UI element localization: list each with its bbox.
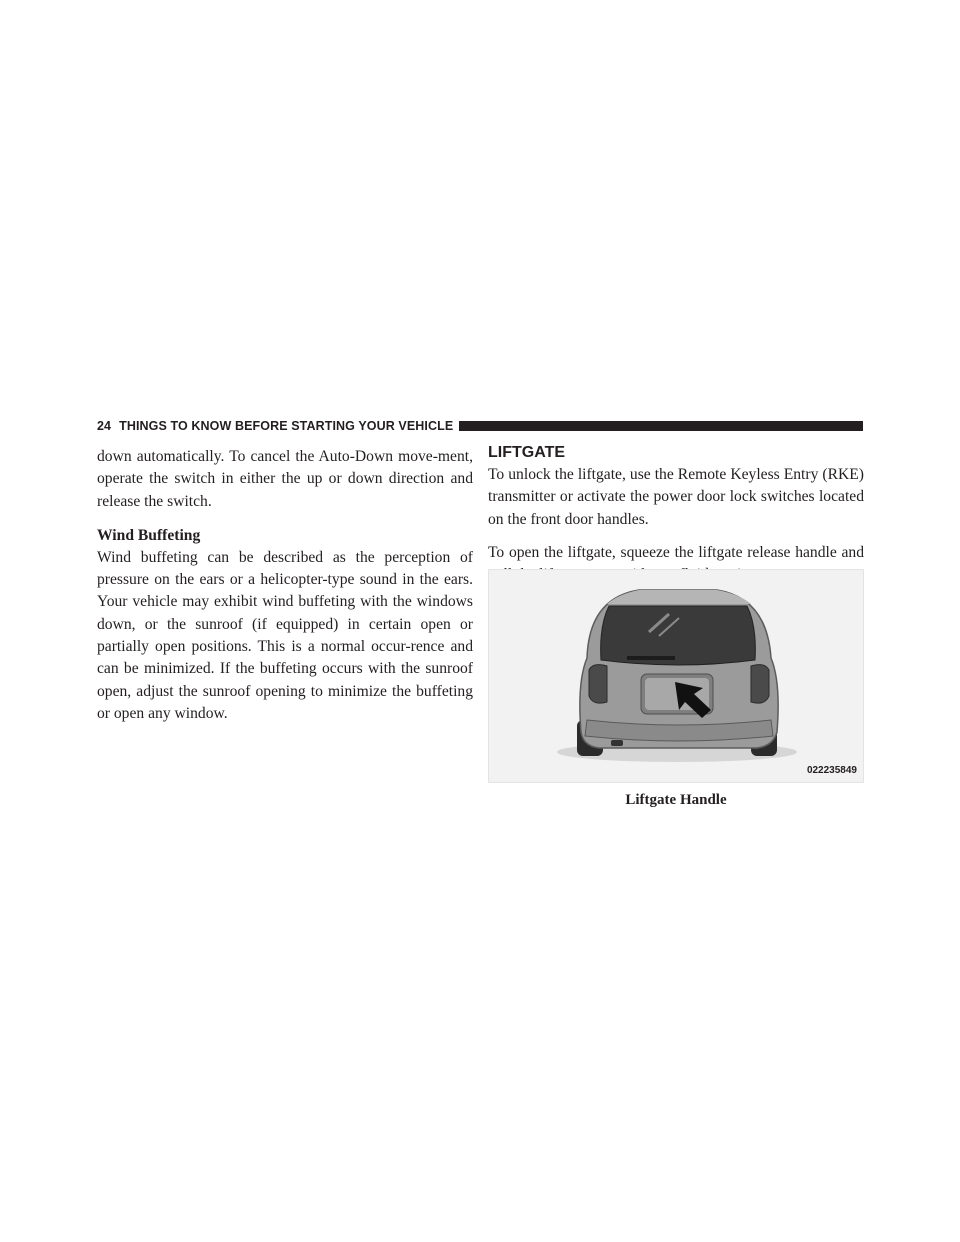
wind-buffeting-heading: Wind Buffeting — [97, 526, 201, 544]
figure-caption: Liftgate Handle — [625, 792, 727, 808]
right-column — [488, 446, 864, 586]
liftgate-paragraph-open: To open the liftgate, squeeze the liftgate release handle and — [488, 543, 864, 561]
intro-paragraph: down automatically. To cancel the Auto-Down move-ment, operate the switch in either the up or down direction and release the switch. — [97, 448, 473, 510]
car-rear-illustration — [489, 570, 864, 783]
liftgate-figure — [488, 569, 864, 783]
header-rule — [459, 421, 863, 431]
wind-buffeting-paragraph: Wind buffeting can be described as the perception of pressure on the ears or a helicopter-type sound in the ears. Your vehicle may exhibit wind buffeting with the windows down, or the sunroof (if equipped) in certain open or partially open positions. This is a normal occur-rence and can be minimized. If the buffeting occurs with the sunroof open, adjust the sunroof opening to minimize the buffeting or open any window. — [97, 548, 473, 722]
section-title: THINGS TO KNOW BEFORE STARTING YOUR VEHICLE — [119, 419, 454, 433]
page-number: 24 — [97, 419, 112, 433]
liftgate-paragraph-unlock: To unlock the liftgate, use the Remote Keyless Entry (RKE) transmitter or activate the power door lock switches located on the front door handles. — [488, 466, 864, 528]
left-column — [97, 446, 473, 725]
liftgate-heading: LIFTGATE — [488, 444, 566, 461]
page-header — [97, 418, 863, 434]
figure-id: 022235849 — [806, 765, 857, 776]
